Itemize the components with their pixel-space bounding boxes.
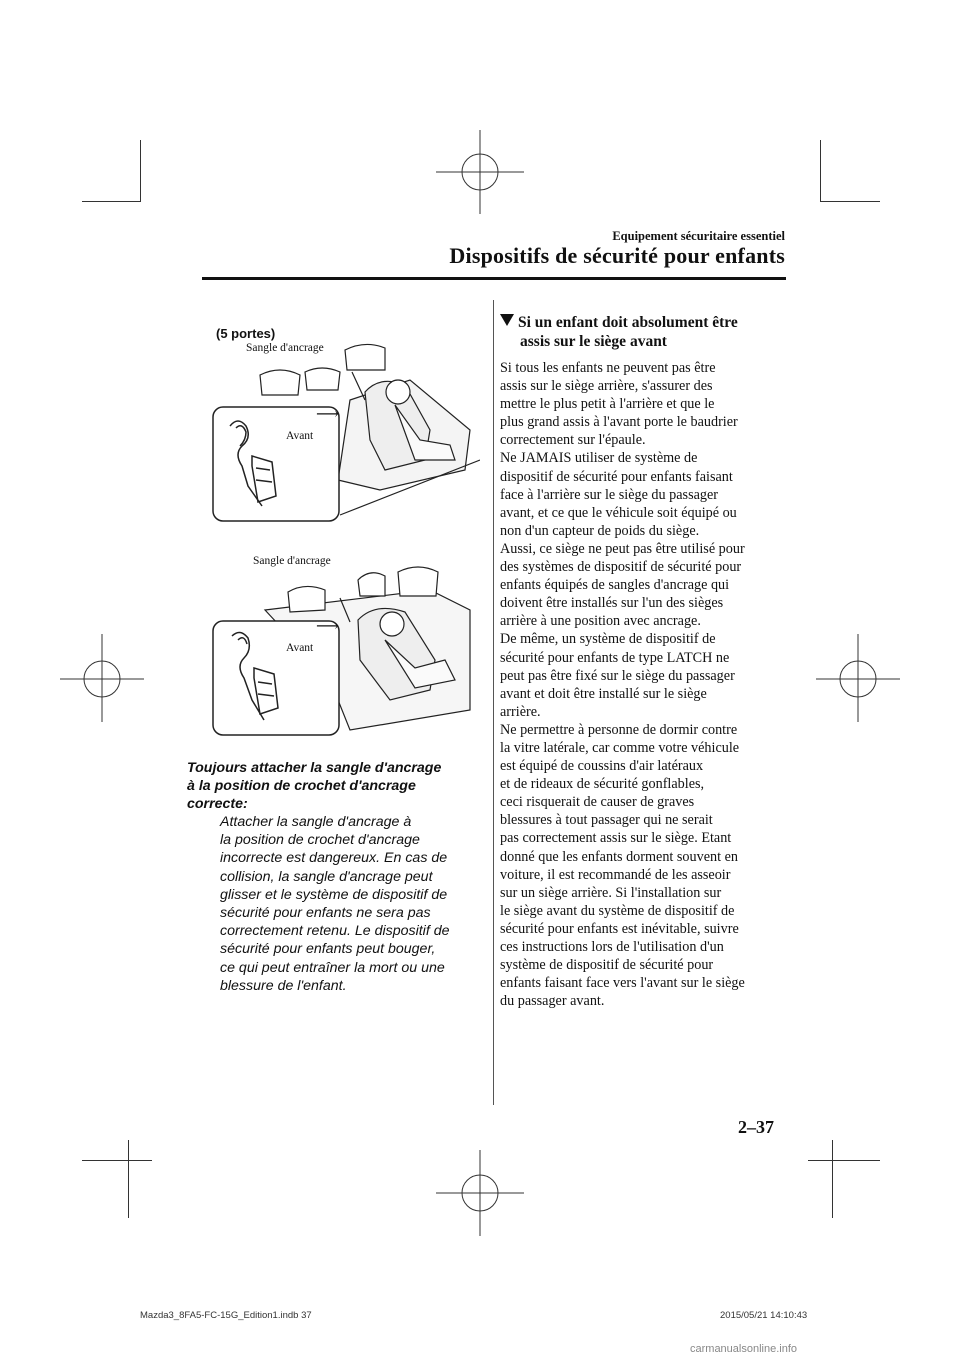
front-arrow-icon: ⟶ xyxy=(316,406,339,423)
section-header: Equipement sécuritaire essentiel xyxy=(612,229,785,243)
figure-5-door-anchor xyxy=(180,320,480,530)
strap-label: Sangle d'ancrage xyxy=(246,342,324,354)
header-rule xyxy=(202,277,786,280)
front-label: Avant xyxy=(286,642,314,654)
front-arrow-icon: ⟶ xyxy=(316,618,339,635)
footer-timestamp: 2015/05/21 14:10:43 xyxy=(720,1310,808,1321)
page-title: Dispositifs de sécurité pour enfants xyxy=(449,243,785,268)
warning-title: Toujours attacher la sangle d'ancrage à la position de crochet d'ancrage correcte: xyxy=(187,760,442,813)
page-number: 2–37 xyxy=(738,1117,774,1137)
column-divider xyxy=(493,300,494,1105)
triangle-bullet-icon xyxy=(500,314,514,326)
warning-body: Attacher la sangle d'ancrage à la position de crochet d'ancrage incorrecte est dangereux. En cas de collision, la sangle d'ancrage peut glisser et le système de dispositif de sécurité pour enfants ne sera pas correctement retenu. Le dispositif de sécurité pour enfants peut bouger, ce qui peut entraîner la mort ou une blessure de l'enfant. xyxy=(220,814,450,994)
footer-file: Mazda3_8FA5-FC-15G_Edition1.indb 37 xyxy=(140,1310,312,1321)
watermark: carmanualsonline.info xyxy=(690,1343,798,1355)
figure-4-door-anchor xyxy=(180,550,480,740)
figure-title: (5 portes) xyxy=(216,326,276,341)
hook-detail-inset xyxy=(212,620,342,736)
section-title: Si un enfant doit absolument être assis sur le siège avant xyxy=(500,313,790,351)
strap-label: Sangle d'ancrage xyxy=(253,555,331,567)
front-label: Avant xyxy=(286,430,314,442)
section-body: Si tous les enfants ne peuvent pas être assis sur le siège arrière, s'assurer des mettre le plus petit à l'arrière et que le plus grand assis à l'avant porte le baudrier correctement sur l'épaule. Ne JAMAIS utiliser de système de dispositif de sécurité pour enfants faisant face à l'arrière sur le siège du passager avant, et ce que le véhicule soit équipé ou non d'un capteur de poids du siège. Aussi, ce siège ne peut pas être utilisé pour des systèmes de dispositif de sécurité pour enfants équipés de sangles d'ancrage qui doivent être installés sur l'un des sièges arrière à une position avec ancrage. De même, un système de dispositif de sécurité pour enfants de type LATCH ne peut pas être fixé sur le siège du passager avant et doit être installé sur le siège arrière. Ne permettre à personne de dormir contre la vitre latérale, car comme votre véhicule est équipé de coussins d'air latéraux et de rideaux de sécurité gonflables, ceci risquerait de causer de graves blessures à tout passager qui ne serait pas correctement assis sur le siège. Etant donné que les enfants dorment souvent en voiture, il est recommandé de les asseoir sur un siège arrière. Si l'installation sur le siège avant du système de dispositif de sécurité pour enfants est inévitable, suivre ces instructions lors de l'utilisation d'un système de dispositif de sécurité pour enfants faisant face vers l'avant sur le siège du passager avant. xyxy=(500,360,745,1010)
